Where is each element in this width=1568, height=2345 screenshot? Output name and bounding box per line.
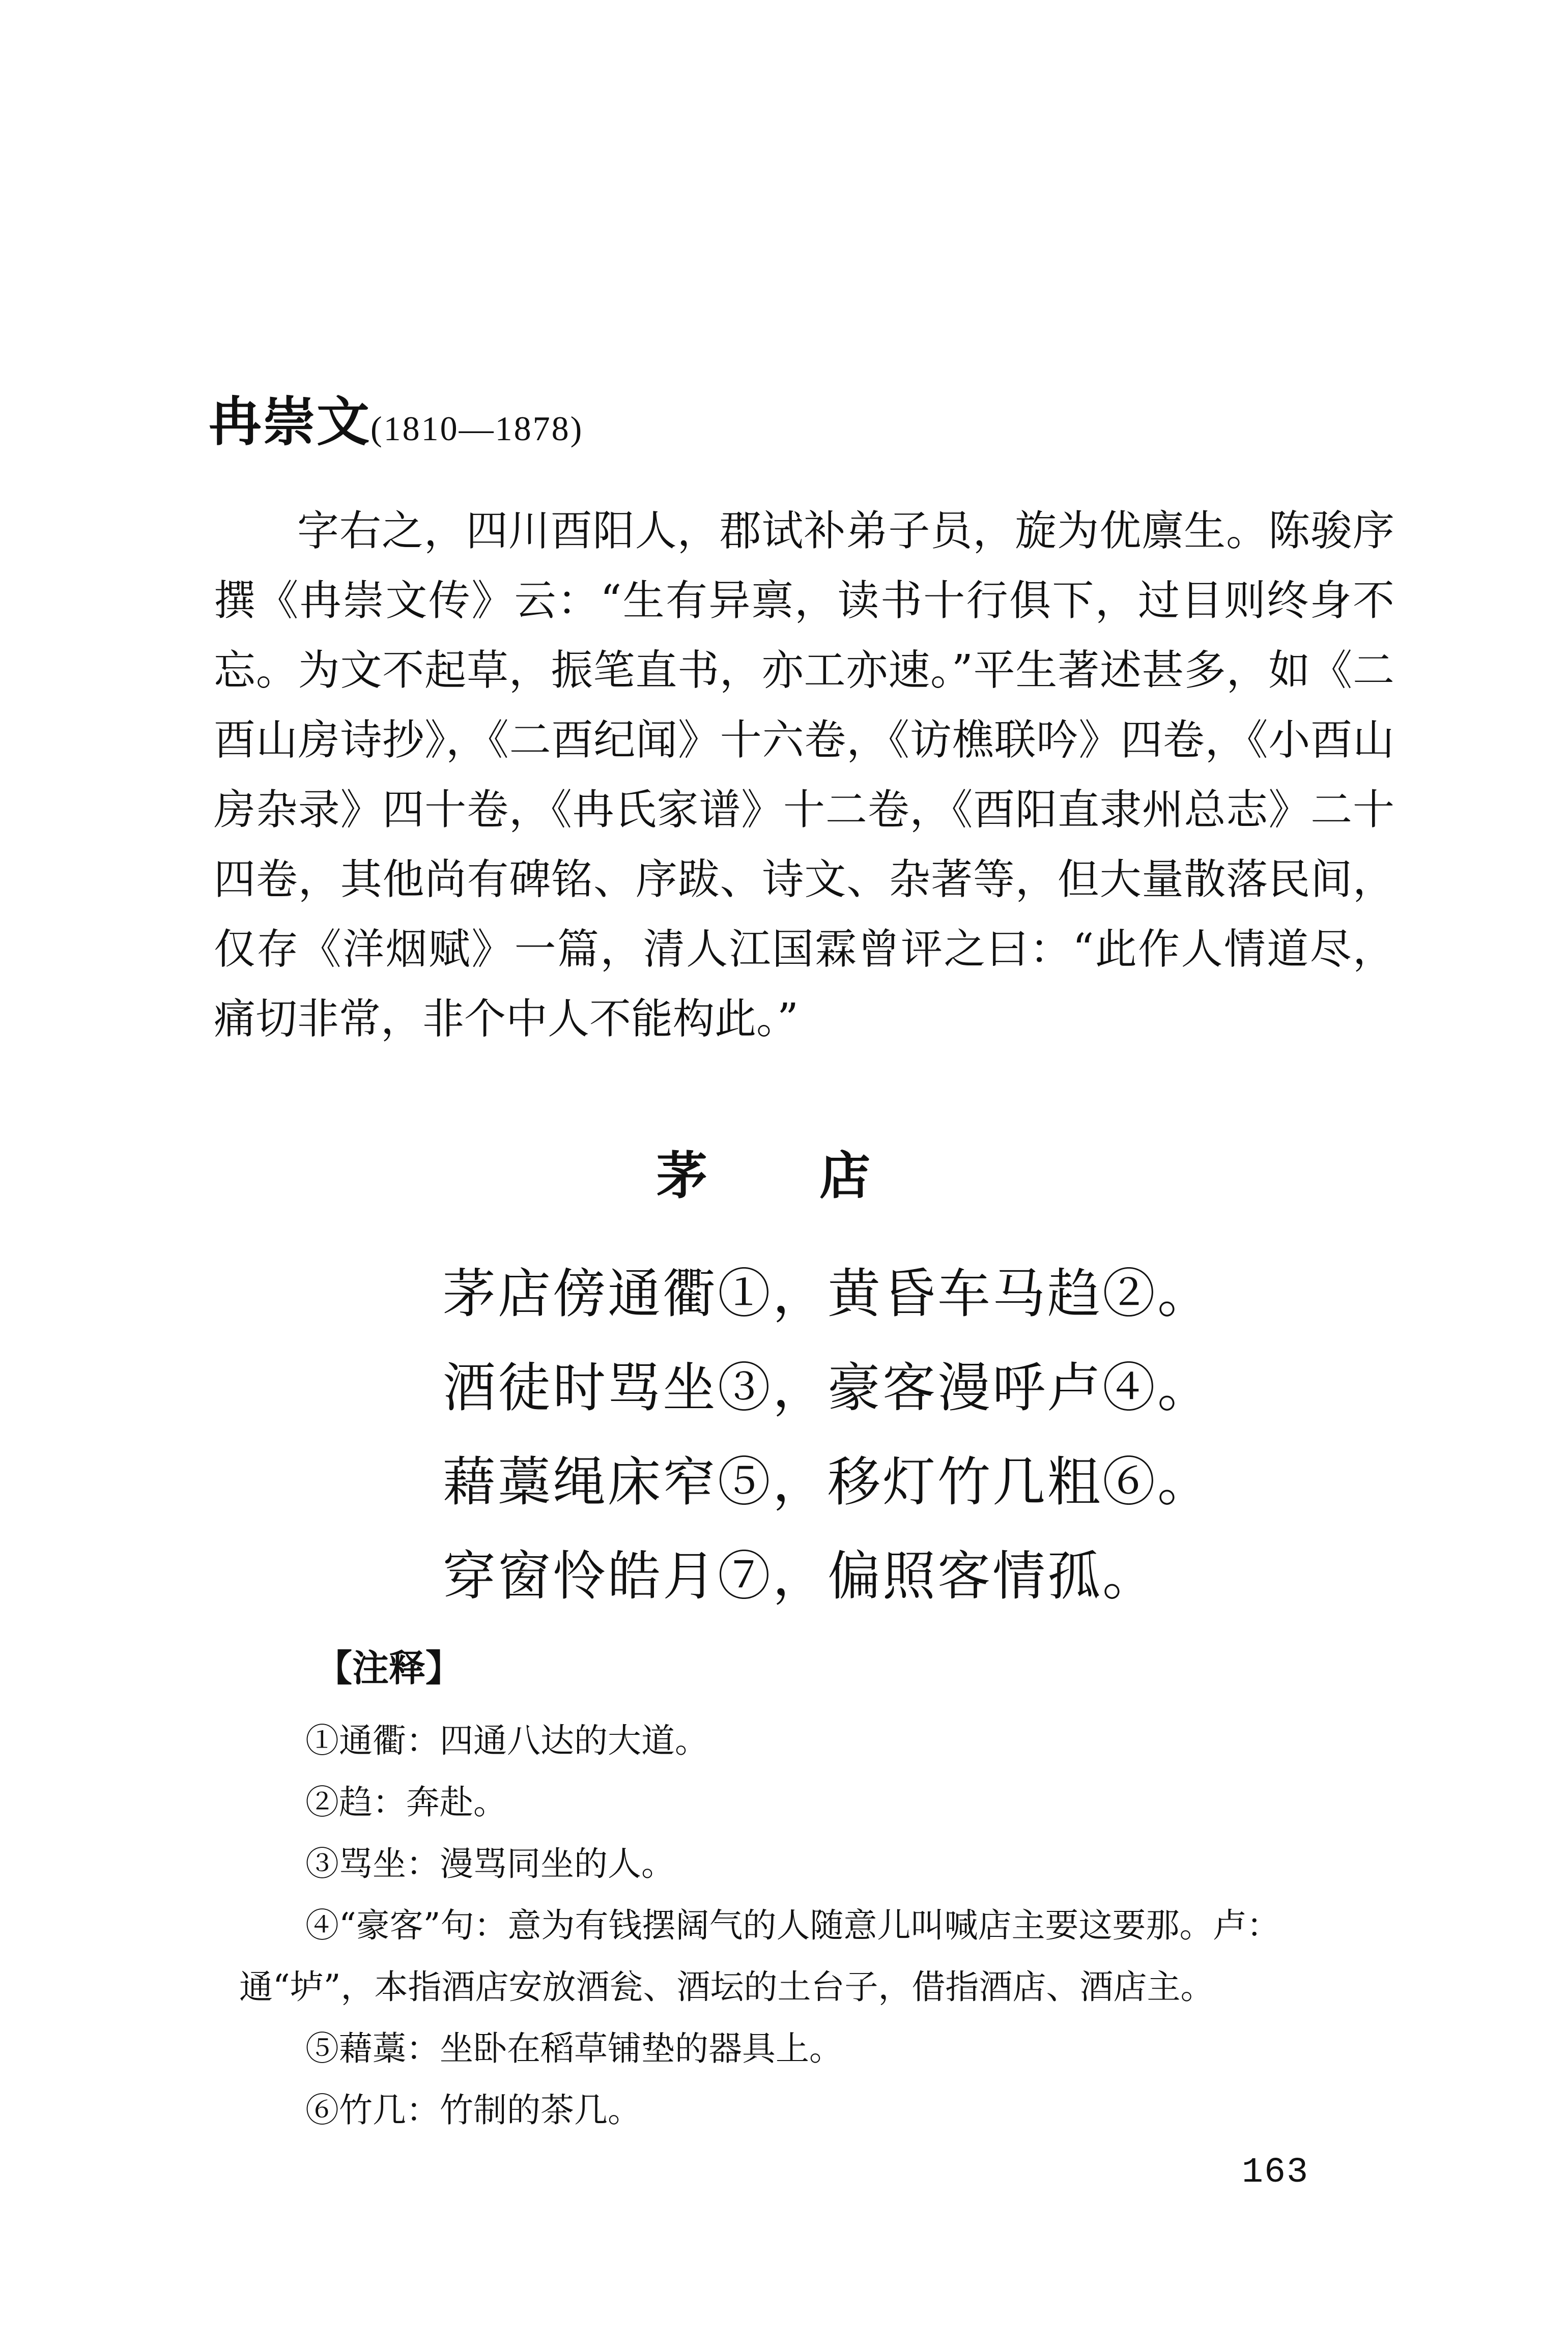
poem-line: 酒徒时骂坐③，豪客漫呼卢④。	[443, 1357, 1213, 1419]
author-name: 冉崇文	[209, 391, 371, 453]
note-item: ⑥竹几：竹制的茶几。	[305, 2091, 641, 2130]
note-item: ①通衢：四通八达的大道。	[305, 1721, 708, 1760]
note-item: ④“豪客”句：意为有钱摆阔气的人随意儿叫喊店主要这要那。卢：通“垆”，本指酒店安放酒瓮、酒坛的土台子，借指酒店、酒店主。	[239, 1906, 1280, 2007]
notes-heading: 【注释】	[316, 1647, 463, 1690]
poem-line: 穿窗怜皓月⑦，偏照客情孤。	[443, 1545, 1158, 1607]
page-number: 163	[1242, 2153, 1309, 2193]
note-item: ⑤藉藁：坐卧在稻草铺垫的器具上。	[305, 2029, 843, 2068]
author-dates: (1810—1878)	[370, 409, 584, 448]
author-heading	[209, 379, 583, 455]
note-item: ②趋：奔赴。	[305, 1783, 507, 1822]
poem-line: 藉藁绳床窄⑤，移灯竹几粗⑥。	[443, 1451, 1213, 1513]
author-biography: 字右之，四川酉阳人，郡试补弟子员，旋为优廪生。陈骏序撰《冉崇文传》云：“生有异禀，读书十行俱下，过目则终身不忘。为文不起草，振笔直书，亦工亦速。”平生著述甚多，如《二酉山房诗抄》，《二酉纪闻》十六卷，《访樵联吟》四卷，《小酉山房杂录》四十卷，《冉氏家谱》十二卷，《酉阳直隶州总志》二十四卷，其他尚有碑铭、序跋、诗文、杂著等，但大量散落民间，仅存《洋烟赋》一篇，清人江国霖曾评之曰：“此作人情道尽，痛切非常，非个中人不能构此。”	[214, 507, 1394, 1043]
notes-list	[239, 1710, 1410, 2141]
poem-line: 茅店傍通衢①，黄昏车马趋②。	[443, 1263, 1213, 1325]
note-item: ③骂坐：漫骂同坐的人。	[305, 1844, 675, 1883]
poem-body	[443, 1247, 1257, 1623]
poem-title: 茅店	[657, 1146, 982, 1206]
